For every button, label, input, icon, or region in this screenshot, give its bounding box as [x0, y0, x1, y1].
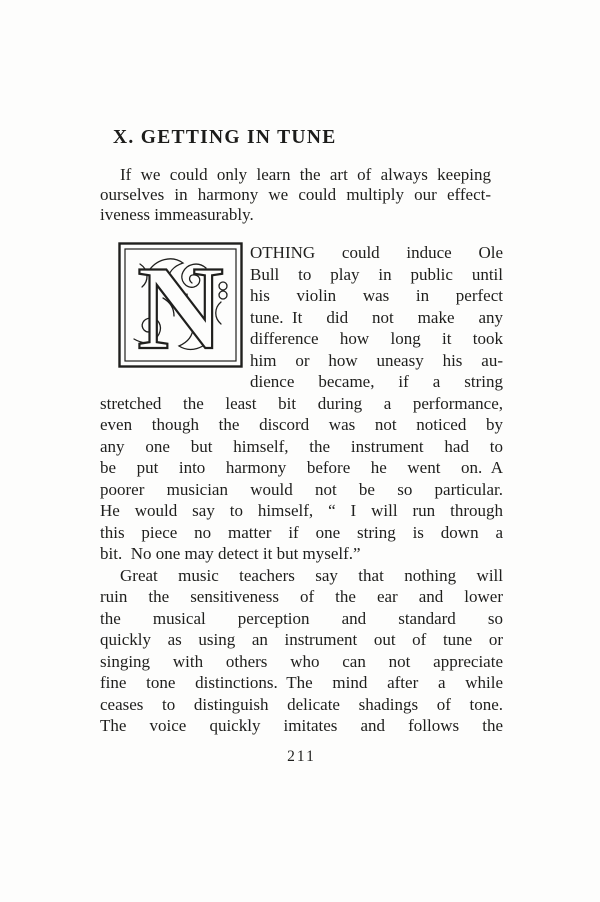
page-number: 211	[287, 747, 316, 765]
text-line: bit. No one may detect it but myself.”	[100, 544, 361, 563]
text-line: The voice quickly imitates and follows the	[100, 716, 503, 735]
second-paragraph	[100, 565, 503, 737]
text-line: He would say to himself, “ I will run through	[100, 501, 503, 520]
text-line: iveness immeasurably.	[100, 205, 254, 224]
text-line: him or how uneasy his au-	[250, 350, 503, 370]
ornamental-dropcap	[118, 242, 243, 368]
text-line: difference how long it took	[250, 329, 503, 348]
text-line: the musical perception and standard so	[100, 608, 503, 628]
text-line: his violin was in perfect	[250, 286, 503, 305]
text-line: quickly as using an instrument out of tune or	[100, 630, 503, 649]
text-line: poorer musician would not be so particular.	[100, 479, 503, 499]
text-line: Great music teachers say that nothing will	[120, 565, 503, 585]
text-line: dience became, if a string	[250, 372, 503, 391]
text-line: fine tone distinctions. The mind after a while	[100, 673, 503, 692]
text-line: ourselves in harmony we could multiply our effect-	[100, 185, 491, 204]
text-line: singing with others who can not appreciate	[100, 651, 503, 671]
dropcap-letter: N	[137, 242, 224, 368]
opening-paragraph	[100, 242, 503, 565]
text-line: be put into harmony before he went on. A	[100, 458, 503, 477]
text-line: even though the discord was not noticed by	[100, 415, 503, 434]
text-column	[100, 127, 503, 766]
text-line: stretched the least bit during a performance,	[100, 393, 503, 413]
text-line: Bull to play in public until	[250, 264, 503, 284]
text-line: tune. It did not make any	[250, 307, 503, 327]
epigraph	[100, 165, 491, 225]
paragraph-continuation	[100, 393, 503, 565]
text-line: ceases to distinguish delicate shadings of tone.	[100, 694, 503, 714]
dropcap-container	[100, 242, 244, 392]
text-line: this piece no matter if one string is down a	[100, 522, 503, 542]
text-line: OTHING could induce Ole	[250, 243, 503, 262]
chapter-heading: X. GETTING IN TUNE	[113, 127, 337, 148]
text-line: If we could only learn the art of always keeping	[120, 165, 491, 184]
text-line: any one but himself, the instrument had to	[100, 436, 503, 456]
text-line: ruin the sensitiveness of the ear and lower	[100, 587, 503, 606]
